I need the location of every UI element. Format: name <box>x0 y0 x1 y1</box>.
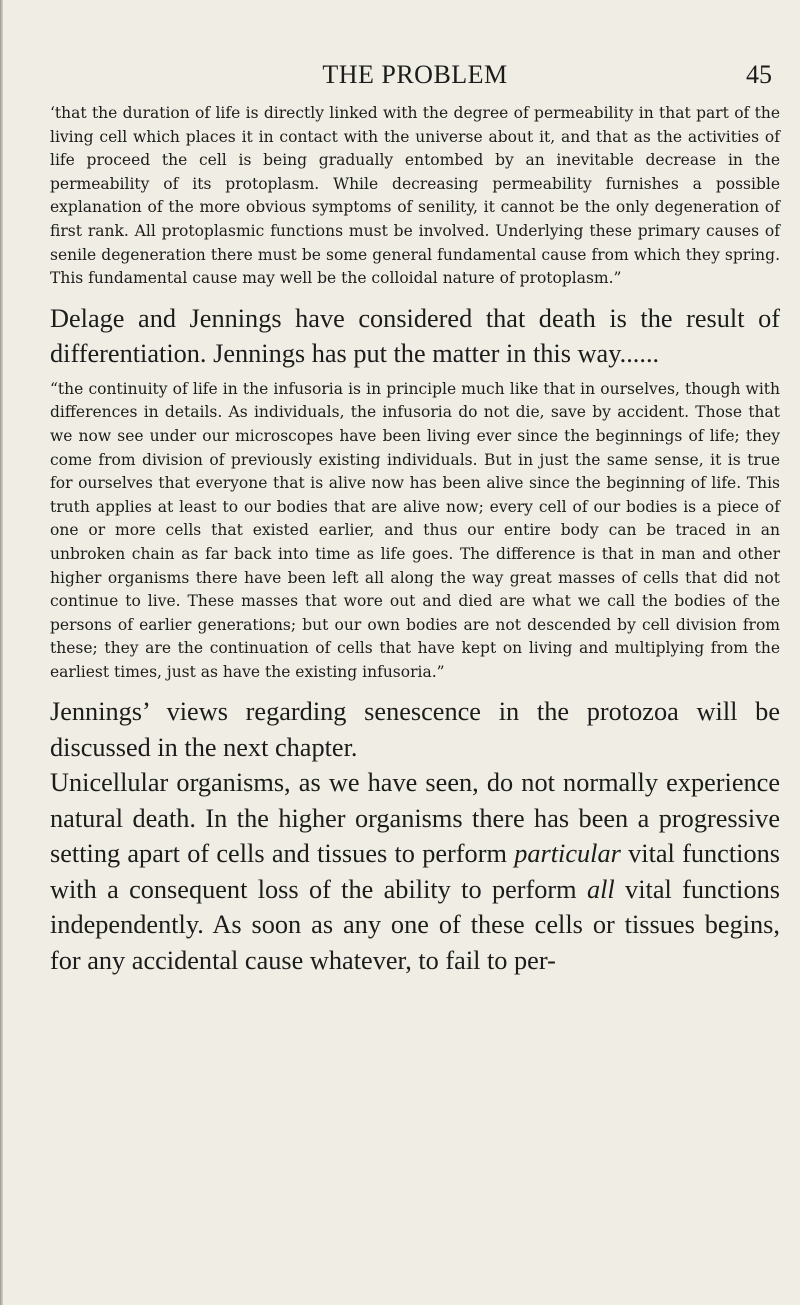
book-page <box>50 60 780 978</box>
emphasis-particular: particular <box>514 839 621 869</box>
unicellular-text-1: Unicellular organisms, as we have seen, do not normally experience natural death. In the higher organisms there has been a progressive setting apart of cells and tissues to perform <box>50 768 780 869</box>
unicellular-text-3: vital functions independently. As soon as any one of these cells or tissues begins, for any accidental cause whatever, to fail to per- <box>50 874 780 975</box>
unicellular-text-2: vital functions with a consequent loss of the ability to perform <box>50 839 780 904</box>
paragraph-delage-jennings: Delage and Jennings have considered that death is the result of differentiation. Jennings has put the matter in this way...... <box>50 303 780 369</box>
paragraph-unicellular <box>50 765 780 978</box>
paragraph-jennings-views: Jennings’ views regarding senescence in the protozoa will be discussed in the next chapter. <box>50 697 780 762</box>
quote-paragraph-permeability: ‘that the duration of life is directly linked with the degree of permeability in that part of the living cell which places it in contact with the universe about it, and that as the activities of life proceed the cell is being gradually entombed by an inevitable decrease in the permeability of its protoplasm. While decreasing permeability furnishes a possible explanation of the more obvious symptoms of senility, it cannot be the only degeneration of first rank. All protoplasmic functions must be involved. Underlying these primary causes of senile degeneration there must be some general fundamental cause from which they spring. This fundamental cause may well be the colloidal nature of protoplasm.” <box>50 104 780 288</box>
running-head <box>50 60 780 96</box>
emphasis-all: all <box>586 874 615 904</box>
page-binding-edge <box>0 0 3 1305</box>
running-title: THE PROBLEM <box>322 60 508 89</box>
page-number: 45 <box>746 60 772 89</box>
quote-paragraph-infusoria: “the continuity of life in the infusoria is in principle much like that in ourselves, though with differences in details. As individuals, the infusoria do not die, save by accident. Those that we now see under our microscopes have been living ever since the beginnings of life; they come from division of previously existing individuals. But in just the same sense, it is true for ourselves that everyone that is alive now has been alive since the beginning of life. This truth applies at least to our bodies that are alive now; every cell of our bodies is a piece of one or more cells that existed earlier, and thus our entire body can be traced in an unbroken chain as far back into time as life goes. The difference is that in man and other higher organisms there have been left all along the way great masses of cells that did not continue to live. These masses that wore out and died are what we call the bodies of the persons of earlier generations; but our own bodies are not descended by cell division from these; they are the continuation of cells that have kept on living and multiplying from the earliest times, just as have the existing infusoria.” <box>50 379 780 681</box>
